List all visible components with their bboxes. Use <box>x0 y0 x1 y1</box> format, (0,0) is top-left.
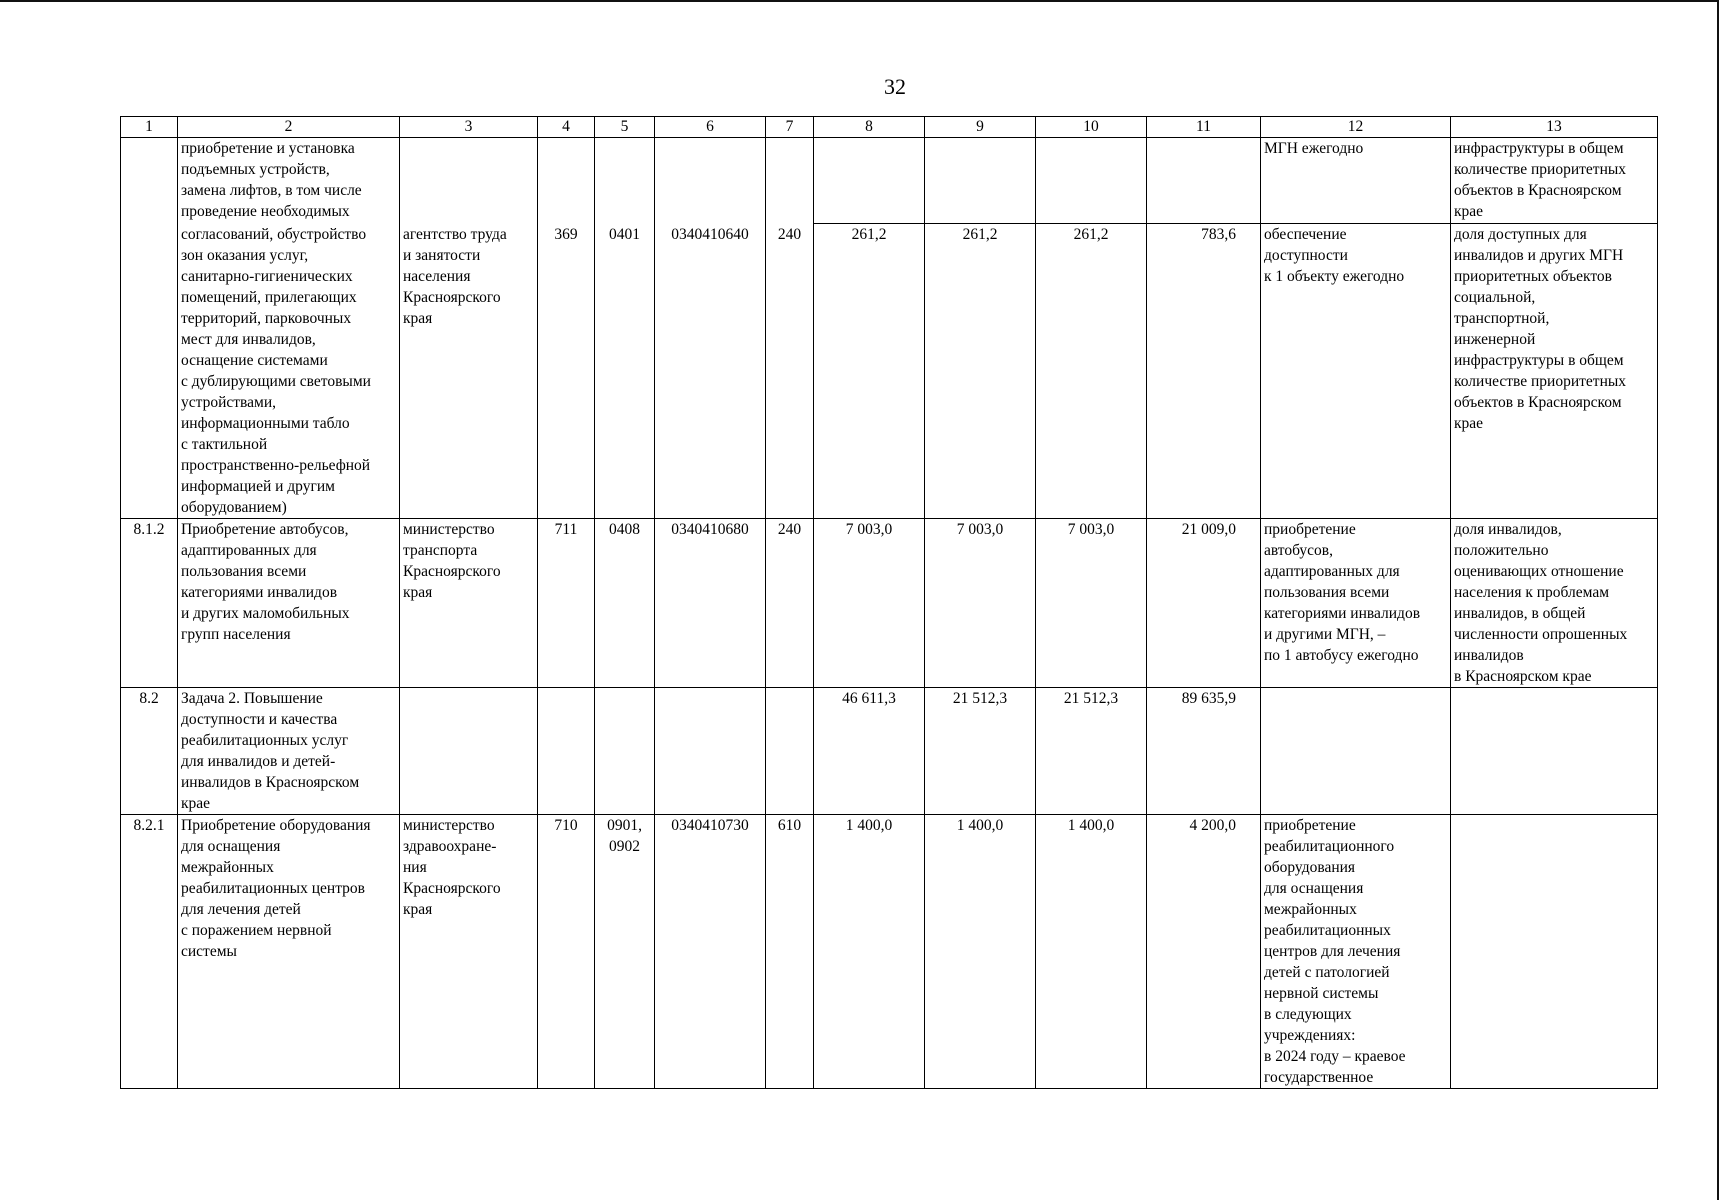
executor-cell: министерство здравоохране- ния Красноярского края <box>400 814 538 1088</box>
year1-cell: 7 003,0 <box>814 518 925 687</box>
vr-cell <box>766 138 814 224</box>
total-cell: 89 635,9 <box>1147 687 1261 814</box>
grbs-cell: 369 <box>538 224 595 519</box>
grbs-cell: 711 <box>538 518 595 687</box>
grbs-cell <box>538 138 595 224</box>
grbs-cell <box>538 687 595 814</box>
column-header: 7 <box>766 117 814 138</box>
column-header: 2 <box>178 117 400 138</box>
rzpr-cell: 0401 <box>595 224 655 519</box>
activity-name-cell: согласований, обустройство зон оказания услуг, санитарно-гигиенических помещений, прилегающих территорий, парковочных мест для инвалидов, оснащение системами с дублирующими световыми устройствами, информационными табло с тактильной пространственно-рельефной информацией и другим оборудованием) <box>178 224 400 519</box>
grbs-cell: 710 <box>538 814 595 1088</box>
year1-cell: 1 400,0 <box>814 814 925 1088</box>
year2-cell: 1 400,0 <box>925 814 1036 1088</box>
result-cell <box>1261 687 1451 814</box>
year2-cell <box>925 138 1036 224</box>
result-cell: обеспечение доступности к 1 объекту ежегодно <box>1261 224 1451 519</box>
csr-cell: 0340410730 <box>655 814 766 1088</box>
executor-cell: агентство труда и занятости населения Красноярского края <box>400 224 538 519</box>
row-number-cell: 8.2 <box>121 687 178 814</box>
total-cell <box>1147 138 1261 224</box>
year3-cell: 261,2 <box>1036 224 1147 519</box>
indicator-cell <box>1451 687 1658 814</box>
row-number-cell: 8.2.1 <box>121 814 178 1088</box>
table-row <box>121 814 1658 1088</box>
row-number-cell <box>121 138 178 224</box>
column-header: 13 <box>1451 117 1658 138</box>
column-number-row <box>121 117 1658 138</box>
year1-cell <box>814 138 925 224</box>
year2-cell: 21 512,3 <box>925 687 1036 814</box>
rzpr-cell <box>595 138 655 224</box>
year3-cell: 21 512,3 <box>1036 687 1147 814</box>
column-header: 9 <box>925 117 1036 138</box>
vr-cell: 240 <box>766 224 814 519</box>
activity-name-cell: Приобретение оборудования для оснащения межрайонных реабилитационных центров для лечения детей с поражением нервной системы <box>178 814 400 1088</box>
csr-cell: 0340410680 <box>655 518 766 687</box>
csr-cell <box>655 687 766 814</box>
total-cell: 21 009,0 <box>1147 518 1261 687</box>
vr-cell: 240 <box>766 518 814 687</box>
indicator-cell <box>1451 814 1658 1088</box>
indicator-cell: инфраструктуры в общем количестве приоритетных объектов в Красноярском крае <box>1451 138 1658 224</box>
column-header: 5 <box>595 117 655 138</box>
activity-name-cell: Задача 2. Повышение доступности и качества реабилитационных услуг для инвалидов и детей- инвалидов в Красноярском крае <box>178 687 400 814</box>
rzpr-cell: 0901, 0902 <box>595 814 655 1088</box>
csr-cell: 0340410640 <box>655 224 766 519</box>
column-header: 6 <box>655 117 766 138</box>
column-header: 4 <box>538 117 595 138</box>
year1-cell: 46 611,3 <box>814 687 925 814</box>
result-cell: приобретение реабилитационного оборудования для оснащения межрайонных реабилитационных центров для лечения детей с патологией нервной системы в следующих учреждениях: в 2024 году – краевое государственное <box>1261 814 1451 1088</box>
rzpr-cell: 0408 <box>595 518 655 687</box>
column-header: 12 <box>1261 117 1451 138</box>
indicator-cell: доля инвалидов, положительно оценивающих отношение населения к проблемам инвалидов, в общей численности опрошенных инвалидов в Красноярском крае <box>1451 518 1658 687</box>
indicator-cell: доля доступных для инвалидов и других МГН приоритетных объектов социальной, транспортной, инженерной инфраструктуры в общем количестве приоритетных объектов в Красноярском крае <box>1451 224 1658 519</box>
total-cell: 4 200,0 <box>1147 814 1261 1088</box>
year1-cell: 261,2 <box>814 224 925 519</box>
csr-cell <box>655 138 766 224</box>
row-number-cell <box>121 224 178 519</box>
table-row <box>121 224 1658 519</box>
result-cell: приобретение автобусов, адаптированных для пользования всеми категориями инвалидов и другими МГН, – по 1 автобусу ежегодно <box>1261 518 1451 687</box>
executor-cell <box>400 138 538 224</box>
year2-cell: 7 003,0 <box>925 518 1036 687</box>
column-header: 8 <box>814 117 925 138</box>
result-cell: МГН ежегодно <box>1261 138 1451 224</box>
row-number-cell: 8.1.2 <box>121 518 178 687</box>
column-header: 11 <box>1147 117 1261 138</box>
year3-cell: 7 003,0 <box>1036 518 1147 687</box>
executor-cell: министерство транспорта Красноярского края <box>400 518 538 687</box>
column-header: 3 <box>400 117 538 138</box>
year3-cell <box>1036 138 1147 224</box>
table-row <box>121 518 1658 687</box>
column-header: 10 <box>1036 117 1147 138</box>
page-number: 32 <box>884 74 906 99</box>
vr-cell: 610 <box>766 814 814 1088</box>
executor-cell <box>400 687 538 814</box>
table-row <box>121 687 1658 814</box>
page-top-edge <box>0 0 1719 2</box>
total-cell: 783,6 <box>1147 224 1261 519</box>
rzpr-cell <box>595 687 655 814</box>
vr-cell <box>766 687 814 814</box>
activity-name-cell: приобретение и установка подъемных устройств, замена лифтов, в том числе проведение необходимых <box>178 138 400 224</box>
activity-name-cell: Приобретение автобусов, адаптированных для пользования всеми категориями инвалидов и других маломобильных групп населения <box>178 518 400 687</box>
table-row <box>121 138 1658 224</box>
program-activities-table <box>120 116 1658 1089</box>
year3-cell: 1 400,0 <box>1036 814 1147 1088</box>
column-header: 1 <box>121 117 178 138</box>
year2-cell: 261,2 <box>925 224 1036 519</box>
